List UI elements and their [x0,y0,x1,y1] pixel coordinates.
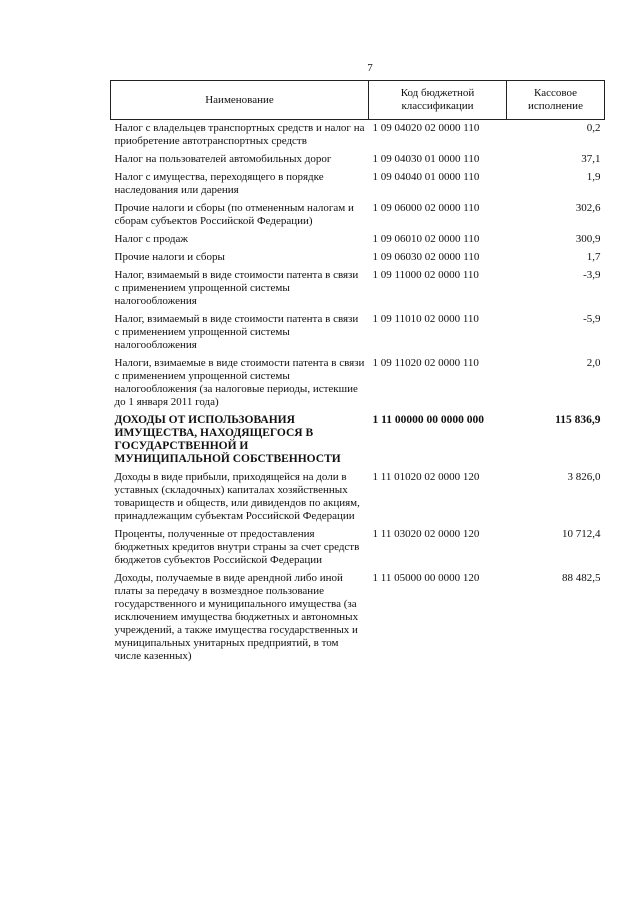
row-name: Прочие налоги и сборы (по отмененным налогам и сборам субъектов Российской Федерации) [114,202,354,227]
table-header [111,81,605,120]
row-sum: 302,6 [575,202,601,214]
row-name: Налог с имущества, переходящего в порядке наследования или дарения [114,171,324,196]
row-code: 1 11 01020 02 0000 120 [372,471,480,483]
row-code: 1 11 00000 00 0000 000 [372,414,484,426]
row-name: Доходы в виде прибыли, приходящейся на доли в уставных (складочных) капиталах хозяйственных товариществ и обществ, или дивидендов по акциям, принадлежащим субъектам Российской Федерации [114,471,360,522]
row-code: 1 09 04020 02 0000 110 [372,122,480,134]
table-row [111,120,605,152]
row-sum: 3 826,0 [567,471,601,483]
row-code: 1 09 11010 02 0000 110 [372,313,479,325]
row-name: Налоги, взимаемые в виде стоимости патента в связи с применением упрощенной системы налогообложения (за налоговые периоды, истекшие до 1 января 2011 года) [114,357,365,408]
budget-table [110,80,605,666]
row-code: 1 11 05000 00 0000 120 [372,572,480,584]
row-name: Прочие налоги и сборы [114,251,225,263]
table-row [111,169,605,200]
row-code: 1 09 06030 02 0000 110 [372,251,480,263]
page-number [0,62,640,74]
row-name: ДОХОДЫ ОТ ИСПОЛЬЗОВАНИЯ ИМУЩЕСТВА, НАХОДЯЩЕГОСЯ В ГОСУДАРСТВЕННОЙ И МУНИЦИПАЛЬНОЙ СОБСТВЕННОСТИ [114,414,341,465]
table-row [111,412,605,469]
header-code: Код бюджетной классификации [369,81,507,120]
page-number-text: 7 [367,62,373,74]
row-name: Налог, взимаемый в виде стоимости патента в связи с применением упрощенной системы налогообложения [114,269,359,307]
row-code: 1 09 11020 02 0000 110 [372,357,479,369]
row-code: 1 09 11000 02 0000 110 [372,269,479,281]
row-sum: 2,0 [586,357,601,369]
row-name: Налог, взимаемый в виде стоимости патента в связи с применением упрощенной системы налогообложения [114,313,359,351]
row-code: 1 09 06010 02 0000 110 [372,233,480,245]
row-name: Проценты, полученные от предоставления бюджетных кредитов внутри страны за счет средств бюджетов субъектов Российской Федерации [114,528,360,566]
header-name: Наименование [111,81,369,120]
row-sum: -5,9 [583,313,601,325]
row-sum: 37,1 [581,153,601,165]
table-row [111,231,605,249]
table-row [111,249,605,267]
row-sum: 88 482,5 [562,572,601,584]
row-sum: 300,9 [575,233,601,245]
table-row [111,526,605,570]
header-sum: Кассовое исполнение [507,81,605,120]
table-row [111,355,605,412]
row-code: 1 11 03020 02 0000 120 [372,528,480,540]
row-sum: 0,2 [586,122,601,134]
header-row [111,81,605,120]
row-name: Доходы, получаемые в виде арендной либо иной платы за передачу в возмездное пользование государственного и муниципального имущества (за исключением имущества бюджетных и автономных учреждений, а также имущества государственных и муниципальных унитарных предприятий, в том числе казенных) [114,572,359,662]
row-code: 1 09 06000 02 0000 110 [372,202,480,214]
row-name: Налог с владельцев транспортных средств и налог на приобретение автотранспортных средств [114,122,365,147]
row-name: Налог на пользователей автомобильных дорог [114,153,332,165]
table-row [111,267,605,311]
table-row [111,200,605,231]
row-sum: 115 836,9 [555,414,601,426]
row-name: Налог с продаж [114,233,188,245]
row-sum: 1,9 [586,171,601,183]
table-row [111,570,605,666]
table-row [111,469,605,526]
row-code: 1 09 04030 01 0000 110 [372,153,480,165]
row-sum: 10 712,4 [562,528,601,540]
row-sum: -3,9 [583,269,601,281]
table-row [111,311,605,355]
table-row [111,151,605,169]
table-body [111,120,605,667]
row-code: 1 09 04040 01 0000 110 [372,171,480,183]
row-sum: 1,7 [586,251,601,263]
